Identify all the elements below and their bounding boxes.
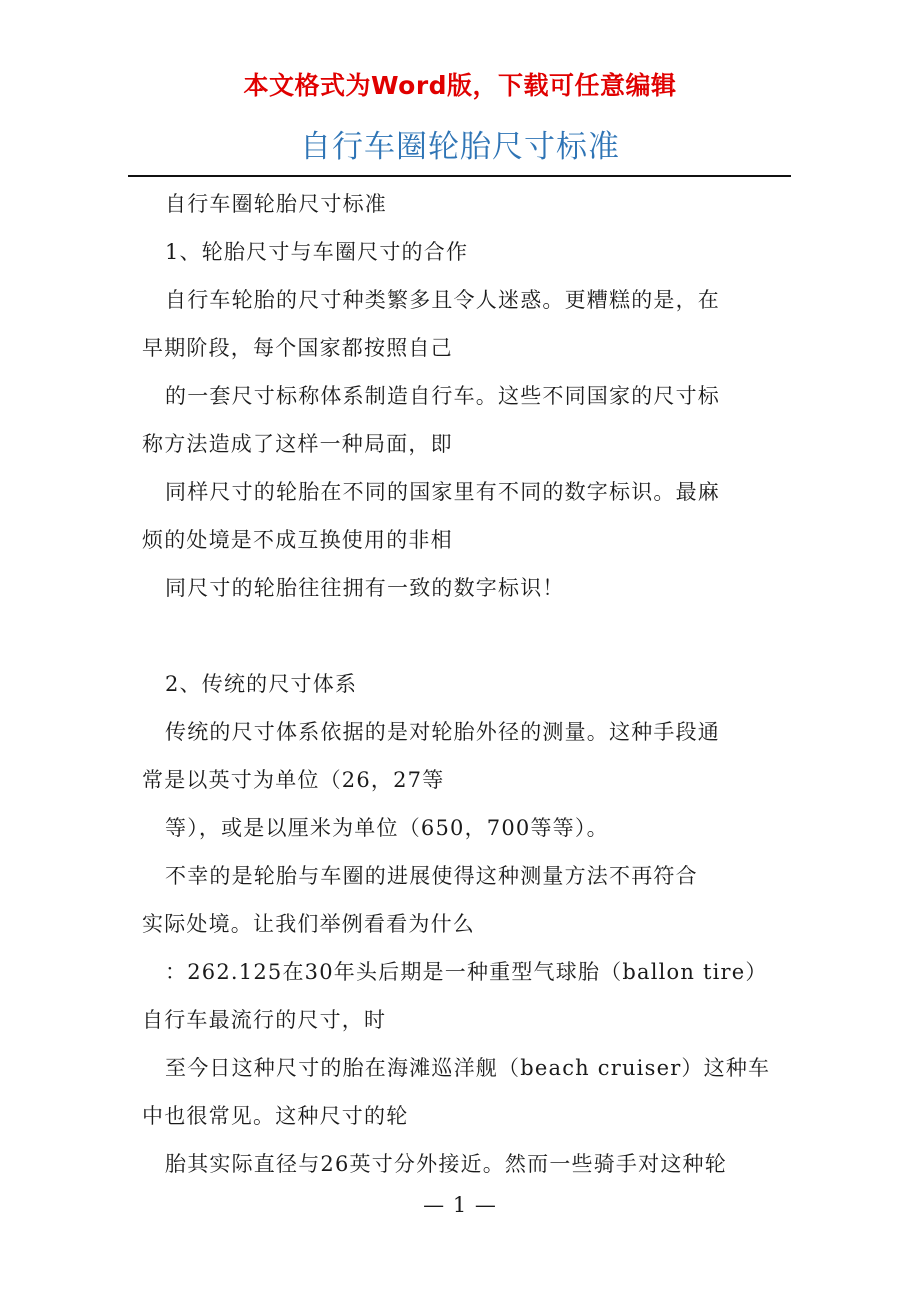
body-line: 自行车最流行的尺寸，时: [142, 1008, 387, 1032]
body-line: 胎其实际直径与26英寸分外接近。然而一些骑手对这种轮: [165, 1152, 727, 1176]
body-line: 同尺寸的轮胎往往拥有一致的数字标识！: [165, 576, 565, 600]
body-line: 自行车轮胎的尺寸种类繁多且令人迷惑。更糟糕的是，在: [165, 288, 720, 312]
body-line: 实际处境。让我们举例看看为什么: [142, 912, 475, 936]
blank-line: [142, 612, 782, 660]
document-title: 自行车圈轮胎尺寸标准: [300, 129, 620, 165]
body-line: 中也很常见。这种尺寸的轮: [142, 1104, 409, 1128]
body-line: 不幸的是轮胎与车圈的进展使得这种测量方法不再符合: [165, 864, 698, 888]
body-line: 至今日这种尺寸的胎在海滩巡洋舰（beach cruiser）这种车: [165, 1056, 771, 1080]
format-banner: 本文格式为Word版，下载可任意编辑: [243, 71, 677, 100]
body-line: ：262.125在30年头后期是一种重型气球胎（ballon tire）: [165, 960, 768, 984]
title-divider: [128, 175, 791, 177]
body-line: 常是以英寸为单位（26，27等: [142, 768, 445, 792]
body-line: 2、传统的尺寸体系: [165, 672, 358, 696]
body-line: 早期阶段，每个国家都按照自己: [142, 336, 453, 360]
body-line: 同样尺寸的轮胎在不同的国家里有不同的数字标识。最麻: [165, 480, 720, 504]
body-line: 称方法造成了这样一种局面，即: [142, 432, 453, 456]
page-number: — 1 —: [423, 1193, 497, 1217]
body-line: 1、轮胎尺寸与车圈尺寸的合作: [165, 240, 469, 264]
body-line: 自行车圈轮胎尺寸标准: [165, 192, 387, 216]
document-body: [142, 180, 782, 1188]
body-line: 烦的处境是不成互换使用的非相: [142, 528, 453, 552]
body-line: 传统的尺寸体系依据的是对轮胎外径的测量。这种手段通: [165, 720, 720, 744]
body-line: 等），或是以厘米为单位（650，700等等）。: [165, 816, 609, 840]
body-line: 的一套尺寸标称体系制造自行车。这些不同国家的尺寸标: [165, 384, 720, 408]
